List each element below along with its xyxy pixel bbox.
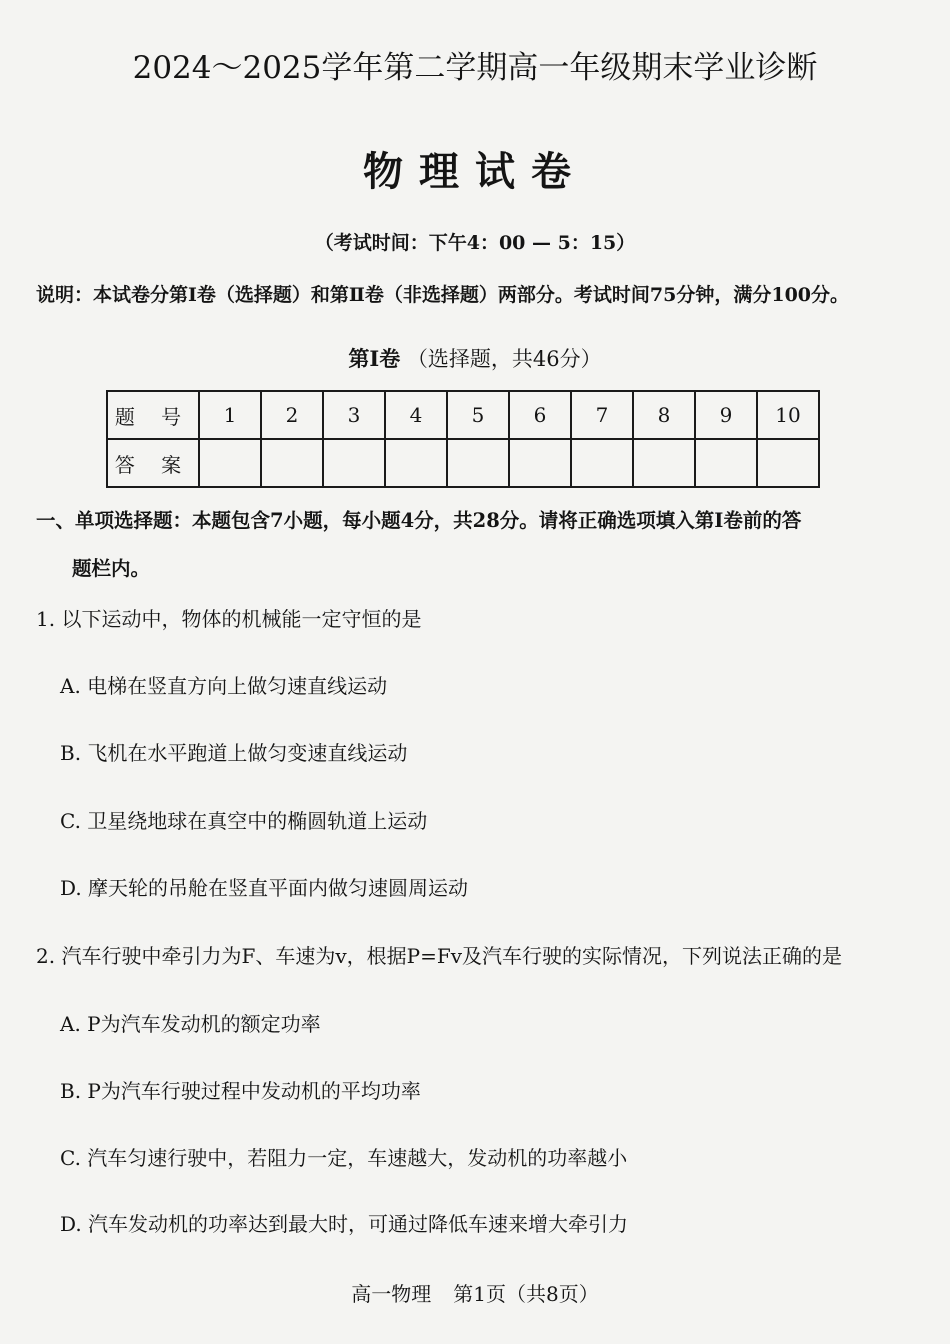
exam-instructions: 说明：本试卷分第Ⅰ卷（选择题）和第Ⅱ卷（非选择题）两部分。考试时间75分钟，满分100分。 bbox=[36, 284, 850, 306]
part-heading: 一、单项选择题：本题包含7小题，每小题4分，共28分。请将正确选项填入第Ⅰ卷前的答 bbox=[36, 509, 802, 532]
answer-cell[interactable] bbox=[385, 439, 447, 487]
question-number-cell: 2 bbox=[261, 391, 323, 439]
question-number-cell: 9 bbox=[695, 391, 757, 439]
answer-table-number-row bbox=[107, 391, 819, 439]
question-1-option-c: C. 卫星绕地球在真空中的椭圆轨道上运动 bbox=[60, 809, 428, 833]
answer-cell[interactable] bbox=[447, 439, 509, 487]
answer-cell[interactable] bbox=[323, 439, 385, 487]
question-number-cell: 4 bbox=[385, 391, 447, 439]
question-number-cell: 1 bbox=[199, 391, 261, 439]
question-2-stem: 2. 汽车行驶中牵引力为F、车速为v，根据P=Fv及汽车行驶的实际情况，下列说法正确的是 bbox=[36, 944, 843, 968]
question-1-option-d: D. 摩天轮的吊舱在竖直平面内做匀速圆周运动 bbox=[60, 876, 469, 900]
answer-cell[interactable] bbox=[695, 439, 757, 487]
section-title-sub: （选择题，共46分） bbox=[406, 347, 602, 371]
exam-time: （考试时间：下午4：00 — 5：15） bbox=[314, 232, 636, 254]
answer-table-row1-label: 题 号 bbox=[107, 391, 199, 439]
answer-table-row2-label: 答 案 bbox=[107, 439, 199, 487]
paper-title: 物理试卷 bbox=[363, 148, 587, 195]
exam-header-title: 2024～2025学年第二学期高一年级期末学业诊断 bbox=[132, 50, 818, 86]
footer-subject: 高一物理 bbox=[351, 1282, 432, 1306]
question-2-option-c: C. 汽车匀速行驶中，若阻力一定，车速越大，发动机的功率越小 bbox=[60, 1146, 628, 1170]
question-2-option-a: A. P为汽车发动机的额定功率 bbox=[60, 1012, 321, 1036]
footer-page-number: 第1页（共8页） bbox=[453, 1282, 599, 1306]
question-number-cell: 8 bbox=[633, 391, 695, 439]
question-2-option-b: B. P为汽车行驶过程中发动机的平均功率 bbox=[60, 1079, 421, 1103]
page-footer bbox=[0, 1278, 950, 1307]
question-1-option-a: A. 电梯在竖直方向上做匀速直线运动 bbox=[60, 674, 388, 698]
answer-cell[interactable] bbox=[633, 439, 695, 487]
question-number-cell: 7 bbox=[571, 391, 633, 439]
question-number-cell: 10 bbox=[757, 391, 819, 439]
question-number-cell: 6 bbox=[509, 391, 571, 439]
answer-cell[interactable] bbox=[509, 439, 571, 487]
answer-table-answer-row bbox=[107, 439, 819, 487]
question-number-cell: 3 bbox=[323, 391, 385, 439]
question-1-stem: 1. 以下运动中，物体的机械能一定守恒的是 bbox=[36, 607, 422, 631]
question-2-option-d: D. 汽车发动机的功率达到最大时，可通过降低车速来增大牵引力 bbox=[60, 1212, 629, 1236]
answer-table bbox=[106, 390, 820, 488]
answer-cell[interactable] bbox=[199, 439, 261, 487]
answer-cell[interactable] bbox=[757, 439, 819, 487]
answer-cell[interactable] bbox=[571, 439, 633, 487]
answer-cell[interactable] bbox=[261, 439, 323, 487]
section-title-main: 第Ⅰ卷 bbox=[348, 346, 401, 371]
question-1-option-b: B. 飞机在水平跑道上做匀变速直线运动 bbox=[60, 741, 408, 765]
section-title bbox=[0, 343, 950, 373]
part-heading-continued: 题栏内。 bbox=[72, 557, 151, 580]
question-number-cell: 5 bbox=[447, 391, 509, 439]
